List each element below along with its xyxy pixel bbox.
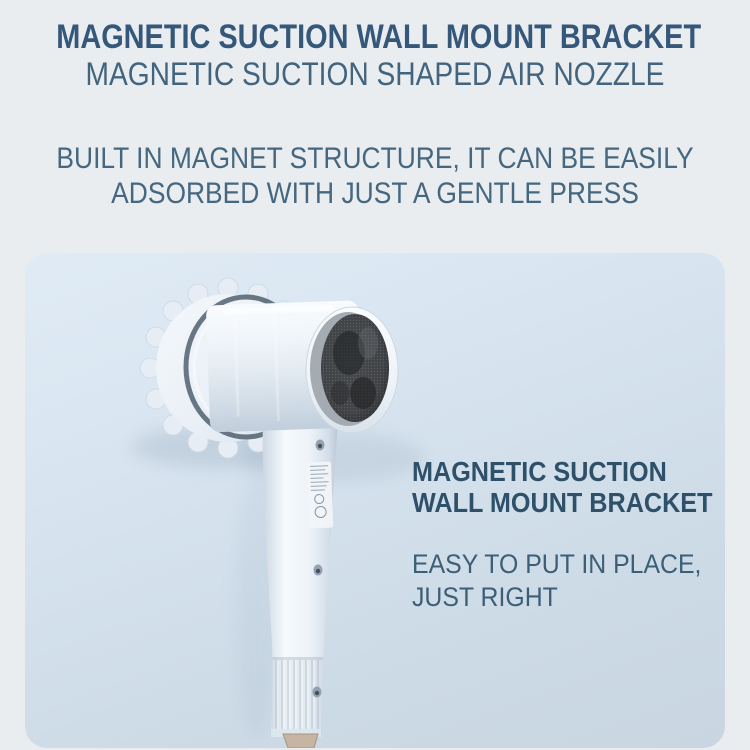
photo-caption-title-line-2: WALL MOUNT BRACKET — [412, 487, 713, 518]
air-inlet-grille — [306, 307, 398, 433]
spec-label-sticker — [307, 462, 333, 529]
photo-caption-subtext — [412, 548, 701, 614]
power-cord — [283, 734, 318, 748]
photo-caption-title-line-1: MAGNETIC SUCTION — [412, 456, 667, 487]
product-photo-card — [25, 253, 725, 748]
feature-line-2: ADSORBED WITH JUST A GENTLE PRESS — [111, 177, 639, 210]
photo-caption-sub-line-1: EASY TO PUT IN PLACE, — [412, 549, 702, 579]
page-title: MAGNETIC SUCTION WALL MOUNT BRACKET — [56, 18, 702, 56]
photo-caption-title — [412, 456, 713, 518]
page-subtitle: MAGNETIC SUCTION SHAPED AIR NOZZLE — [85, 56, 665, 92]
feature-text — [45, 141, 705, 211]
feature-line-1: BUILT IN MAGNET STRUCTURE, IT CAN BE EASILY — [56, 142, 694, 175]
photo-caption-sub-line-2: JUST RIGHT — [412, 582, 558, 612]
